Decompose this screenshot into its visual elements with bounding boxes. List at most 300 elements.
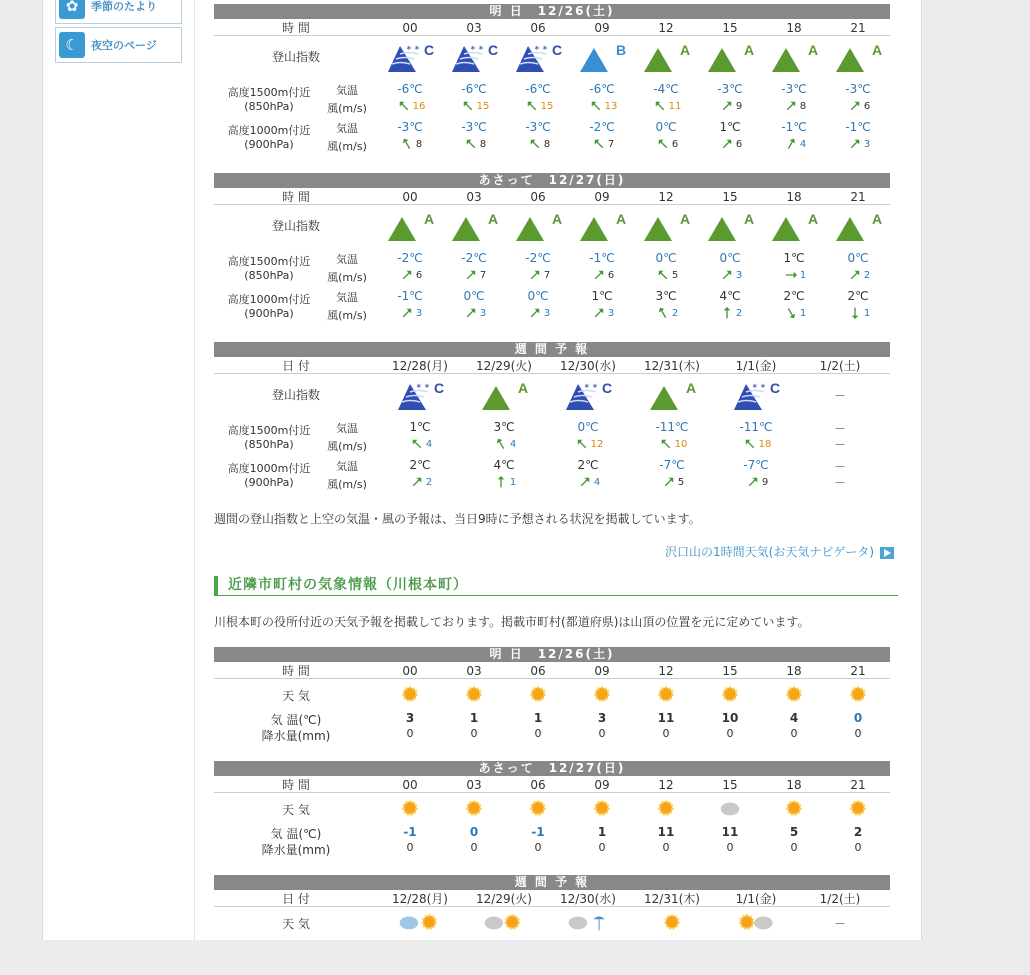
wind-cell — [634, 267, 698, 281]
altitude-label — [214, 255, 324, 283]
column-header: 21 — [850, 778, 866, 792]
weather-cell — [378, 682, 442, 706]
wind-value: 3 — [479, 308, 487, 319]
column-header-label: 日 付 — [282, 892, 310, 906]
sunny-icon — [846, 682, 870, 706]
precip-value: 0 — [662, 727, 670, 740]
mountain-index-cell — [634, 40, 698, 74]
weather-cell — [462, 910, 546, 934]
wind-arrow-icon — [459, 100, 477, 112]
wind-cell — [698, 305, 762, 319]
wind-label: 風(m/s) — [327, 102, 367, 115]
wind-arrow-icon — [408, 438, 426, 450]
temp-label: 気温 — [336, 84, 358, 97]
wind-arrow-icon — [660, 476, 678, 488]
wind-value: 9 — [735, 101, 743, 112]
wind-cell — [798, 474, 882, 491]
cloudy-sunny-icon — [482, 910, 526, 934]
precip-value: 0 — [470, 727, 478, 740]
wind-arrow-icon — [782, 138, 800, 150]
header-row — [214, 20, 890, 36]
mountain-index-cell — [378, 378, 462, 412]
wind-cell — [506, 136, 570, 150]
wind-cell — [378, 305, 442, 319]
weather-cell — [826, 796, 890, 820]
wind-cell — [442, 98, 506, 112]
weather-label: 天 気 — [282, 689, 310, 703]
column-header: 1/1(金) — [735, 359, 777, 373]
wind-value: 8 — [479, 139, 487, 150]
precip-row — [214, 727, 890, 744]
wind-arrow-icon — [654, 307, 672, 319]
wind-arrow-icon — [573, 438, 591, 450]
hourly-weather-link-label: 沢口山の1時間天気(お天気ナビゲータ) — [665, 545, 874, 559]
altitude-name: 高度1000m付近 — [227, 124, 311, 137]
wind-arrow-icon — [408, 476, 426, 488]
column-header: 1/2(土) — [819, 359, 861, 373]
wind-cell — [462, 474, 546, 488]
temp-value: 2℃ — [409, 458, 431, 472]
mountain-index-label: 登山指数 — [271, 219, 320, 233]
temp-value: － — [833, 460, 846, 474]
temp-value: 1 — [597, 825, 607, 839]
wind-arrow-icon — [492, 438, 510, 450]
mountain-index-c-icon — [450, 40, 498, 74]
precip-row — [214, 841, 890, 858]
wind-arrow-icon — [718, 100, 736, 112]
column-header: 00 — [402, 21, 418, 35]
wind-cell — [630, 474, 714, 488]
column-header-label: 時 間 — [282, 778, 310, 792]
pressure-level: (900hPa) — [244, 307, 294, 320]
wind-cell — [442, 136, 506, 150]
wind-cell — [378, 98, 442, 112]
column-header: 03 — [466, 190, 482, 204]
weather-cell — [570, 796, 634, 820]
column-header: 06 — [530, 190, 546, 204]
column-header: 18 — [786, 664, 802, 678]
sidebar-item-label: 季節のたより — [91, 0, 157, 13]
wind-cell — [698, 267, 762, 281]
mountain-day-table — [214, 4, 890, 159]
wind-cell — [378, 436, 462, 450]
wind-value: 7 — [479, 270, 487, 281]
svg-text:A: A — [616, 211, 626, 227]
sunny-icon — [398, 796, 422, 820]
sunny-icon — [660, 910, 684, 934]
town-day-table — [214, 647, 890, 747]
precip-value: 0 — [854, 841, 862, 854]
wind-cell — [826, 305, 890, 319]
pressure-level: (850hPa) — [244, 438, 294, 451]
precip-value: 0 — [534, 841, 542, 854]
left-sidebar — [43, 0, 195, 940]
wind-arrow-icon — [398, 269, 416, 281]
wind-value: 2 — [425, 477, 433, 488]
town-day-table — [214, 761, 890, 861]
wind-value: 6 — [735, 139, 743, 150]
column-header: 12 — [658, 664, 674, 678]
column-header: 03 — [466, 778, 482, 792]
wind-value: 8 — [415, 139, 423, 150]
temp-value: 2 — [853, 825, 863, 839]
sunny-icon — [462, 796, 486, 820]
mountain-index-c-icon — [732, 378, 780, 412]
altitude-group — [214, 82, 890, 118]
wind-value: 4 — [799, 139, 807, 150]
altitude-name: 高度1500m付近 — [227, 255, 311, 268]
wind-arrow-icon — [590, 138, 608, 150]
column-header: 12 — [658, 21, 674, 35]
wind-arrow-icon — [462, 307, 480, 319]
wind-arrow-icon — [576, 476, 594, 488]
precip-label: 降水量(mm) — [261, 843, 331, 857]
temp-value: 0℃ — [719, 251, 741, 265]
weather-cell — [506, 796, 570, 820]
wind-value: 16 — [412, 101, 426, 112]
temp-value: 1 — [533, 711, 543, 725]
column-header: 06 — [530, 21, 546, 35]
wind-cell — [378, 136, 442, 150]
svg-text:C: C — [424, 42, 434, 58]
wind-value: 3 — [735, 270, 743, 281]
table-title-bar: 明 日 12/26(土) — [214, 647, 890, 662]
svg-text:C: C — [488, 42, 498, 58]
table-title-bar: 週 間 予 報 — [214, 875, 890, 890]
wind-cell — [442, 305, 506, 319]
wind-value: 1 — [863, 308, 871, 319]
wind-value: 2 — [735, 308, 743, 319]
column-header: 12 — [658, 778, 674, 792]
temp-value: -2℃ — [461, 251, 487, 265]
svg-text:C: C — [552, 42, 562, 58]
column-header: 15 — [722, 778, 738, 792]
wind-arrow-icon — [846, 307, 864, 319]
wind-cell — [762, 136, 826, 150]
temp-value: 11 — [721, 825, 739, 839]
wind-value: 8 — [799, 101, 807, 112]
mountain-index-cell — [826, 209, 890, 243]
sunny-icon — [398, 682, 422, 706]
temp-label: 気温 — [336, 422, 358, 435]
svg-text:A: A — [808, 211, 818, 227]
wind-value: 3 — [607, 308, 615, 319]
mountain-index-a-icon — [386, 209, 434, 243]
wind-arrow-icon — [782, 269, 800, 281]
wind-arrow-icon — [590, 307, 608, 319]
town-weather-description: 川根本町の役所付近の天気予報を掲載しております。掲載市町村(都道府県)は山頂の位置を元に定めています。 — [214, 615, 810, 629]
sidebar-item-season[interactable] — [55, 0, 182, 24]
weather-cell — [442, 682, 506, 706]
header-row — [214, 891, 890, 907]
wind-cell — [442, 267, 506, 281]
mountain-index-cell — [442, 40, 506, 74]
pressure-level: (900hPa) — [244, 138, 294, 151]
temp-value: 11 — [657, 711, 675, 725]
wind-arrow-icon — [718, 307, 736, 319]
mountain-week-table — [214, 342, 890, 497]
mountain-index-a-icon — [770, 209, 818, 243]
sunny-icon — [590, 682, 614, 706]
wind-arrow-icon — [741, 438, 759, 450]
wind-cell — [762, 305, 826, 319]
svg-text:∗ ∗: ∗ ∗ — [416, 382, 430, 390]
altitude-group — [214, 289, 890, 325]
mountain-index-a-icon — [648, 378, 696, 412]
temp-value: -11℃ — [739, 420, 773, 434]
pressure-level: (850hPa) — [244, 269, 294, 282]
mountain-index-cell — [506, 209, 570, 243]
mountain-index-b-icon — [578, 40, 626, 74]
altitude-group — [214, 251, 890, 287]
weather-cell — [698, 796, 762, 820]
column-header: 12 — [658, 190, 674, 204]
header-row — [214, 358, 890, 374]
mountain-index-cell — [546, 378, 630, 412]
temp-value: -1℃ — [589, 251, 615, 265]
pressure-level: (900hPa) — [244, 476, 294, 489]
mountain-index-a-icon — [514, 209, 562, 243]
wind-value: 6 — [863, 101, 871, 112]
svg-text:A: A — [518, 380, 528, 396]
column-header: 12/28(月) — [392, 359, 448, 373]
wind-value: 13 — [604, 101, 618, 112]
column-header: 1/1(金) — [735, 892, 777, 906]
column-header: 15 — [722, 664, 738, 678]
weather-cell — [698, 682, 762, 706]
mountain-index-c-icon — [396, 378, 444, 412]
sunny-icon — [654, 796, 678, 820]
header-row — [214, 777, 890, 793]
temp-value: -3℃ — [781, 82, 807, 96]
sunny-cloudy-icon — [734, 910, 778, 934]
column-header: 21 — [850, 21, 866, 35]
column-header: 18 — [786, 21, 802, 35]
wind-cell — [570, 98, 634, 112]
wind-arrow-icon — [651, 100, 669, 112]
precip-value: 0 — [406, 727, 414, 740]
mountain-index-cell — [698, 40, 762, 74]
sunny-icon — [526, 682, 550, 706]
svg-text:A: A — [488, 211, 498, 227]
temp-value: 0℃ — [655, 251, 677, 265]
weather-cell — [762, 682, 826, 706]
mountain-index-cell — [826, 40, 890, 74]
temp-value: -1℃ — [397, 289, 423, 303]
weather-cell — [630, 910, 714, 934]
altitude-group — [214, 420, 890, 456]
precip-value: 0 — [726, 841, 734, 854]
weather-row — [214, 681, 890, 707]
precip-value: 0 — [790, 841, 798, 854]
wind-label: 風(m/s) — [327, 271, 367, 284]
mountain-index-cell — [630, 378, 714, 412]
mountain-index-cell — [570, 209, 634, 243]
wind-value: 9 — [761, 477, 769, 488]
sunny-icon — [526, 796, 550, 820]
svg-text:C: C — [770, 380, 780, 396]
svg-text:C: C — [434, 380, 444, 396]
header-row — [214, 189, 890, 205]
temp-value: -3℃ — [845, 82, 871, 96]
wind-label: 風(m/s) — [327, 440, 367, 453]
wind-cell — [630, 436, 714, 450]
mountain-index-cell: － — [833, 389, 846, 403]
weather-label: 天 気 — [282, 803, 310, 817]
altitude-group — [214, 120, 890, 156]
temp-value: -2℃ — [525, 251, 551, 265]
wind-value: 18 — [758, 439, 772, 450]
temp-value: -4℃ — [653, 82, 679, 96]
wind-arrow-icon — [395, 100, 413, 112]
svg-text:A: A — [872, 42, 882, 58]
wind-value: 15 — [540, 101, 554, 112]
wind-value: 5 — [677, 477, 685, 488]
wind-value: 10 — [674, 439, 688, 450]
wind-cell — [546, 474, 630, 488]
temp-label: 気温 — [336, 291, 358, 304]
column-header: 12/28(月) — [392, 892, 448, 906]
svg-text:A: A — [872, 211, 882, 227]
temp-value: 0℃ — [847, 251, 869, 265]
svg-text:A: A — [744, 42, 754, 58]
precip-value: 0 — [854, 727, 862, 740]
temp-value: 1℃ — [591, 289, 613, 303]
svg-text:A: A — [808, 42, 818, 58]
sunny-icon — [462, 682, 486, 706]
svg-text:∗ ∗: ∗ ∗ — [752, 382, 766, 390]
mountain-index-cell — [570, 40, 634, 74]
wind-value: 1 — [799, 270, 807, 281]
wind-arrow-icon — [462, 269, 480, 281]
wind-cell — [546, 436, 630, 450]
temp-value: -1℃ — [781, 120, 807, 134]
column-header-label: 時 間 — [282, 21, 310, 35]
mountain-index-row — [214, 375, 890, 415]
svg-text:∗ ∗: ∗ ∗ — [584, 382, 598, 390]
wind-value: 12 — [590, 439, 604, 450]
temp-value: -7℃ — [659, 458, 685, 472]
wind-cell — [570, 136, 634, 150]
wind-arrow-icon — [526, 307, 544, 319]
wind-cell — [570, 305, 634, 319]
forecast-note: 週間の登山指数と上空の気温・風の予報は、当日9時に予想される状況を掲載しています。 — [214, 512, 701, 526]
weather-cell — [378, 910, 462, 934]
column-header: 12/30(水) — [560, 359, 616, 373]
altitude-name: 高度1000m付近 — [227, 462, 311, 475]
column-header: 12/31(木) — [644, 892, 700, 906]
wind-cell — [378, 474, 462, 488]
precip-value: 0 — [470, 841, 478, 854]
wind-label: 風(m/s) — [327, 140, 367, 153]
mountain-day-table — [214, 173, 890, 328]
weather-row — [214, 909, 890, 935]
wind-arrow-icon — [782, 307, 800, 319]
wind-arrow-icon — [657, 438, 675, 450]
weather-label: 天 気 — [282, 917, 310, 931]
wind-value: 3 — [415, 308, 423, 319]
column-header: 15 — [722, 190, 738, 204]
svg-text:A: A — [744, 211, 754, 227]
wind-cell — [762, 98, 826, 112]
wind-value: － — [833, 438, 846, 452]
wind-cell — [634, 136, 698, 150]
weather-cell — [634, 796, 698, 820]
table-title-bar: 明 日 12/26(土) — [214, 4, 890, 19]
wind-value: 6 — [671, 139, 679, 150]
column-header: 15 — [722, 21, 738, 35]
mountain-index-a-icon — [480, 378, 528, 412]
temp-value: -6℃ — [525, 82, 551, 96]
wind-cell — [714, 474, 798, 488]
temp-value: 1℃ — [783, 251, 805, 265]
wind-cell — [378, 267, 442, 281]
svg-text:∗ ∗: ∗ ∗ — [470, 44, 484, 52]
wind-value: 4 — [509, 439, 517, 450]
temp-value: 2℃ — [783, 289, 805, 303]
column-header: 12/29(火) — [476, 359, 532, 373]
wind-cell — [698, 98, 762, 112]
altitude-name: 高度1500m付近 — [227, 424, 311, 437]
wind-value: 1 — [799, 308, 807, 319]
column-header: 06 — [530, 664, 546, 678]
altitude-label — [214, 424, 324, 452]
wind-cell — [570, 267, 634, 281]
altitude-label — [214, 462, 324, 490]
mountain-index-a-icon — [834, 209, 882, 243]
temp-value: -3℃ — [461, 120, 487, 134]
wind-arrow-icon — [523, 100, 541, 112]
mountain-index-a-icon — [834, 40, 882, 74]
wind-value: 5 — [671, 270, 679, 281]
svg-text:A: A — [680, 42, 690, 58]
precip-value: 0 — [406, 841, 414, 854]
wind-arrow-icon — [398, 138, 416, 150]
altitude-name: 高度1500m付近 — [227, 86, 311, 99]
weather-cell — [378, 796, 442, 820]
hourly-weather-link[interactable] — [665, 543, 894, 560]
altitude-group — [214, 458, 890, 494]
sunny-icon — [590, 796, 614, 820]
mountain-index-a-icon — [706, 40, 754, 74]
column-header: 18 — [786, 190, 802, 204]
altitude-name: 高度1000m付近 — [227, 293, 311, 306]
temp-value: -2℃ — [397, 251, 423, 265]
temp-row — [214, 825, 890, 842]
wind-arrow-icon — [590, 269, 608, 281]
temp-value: 4 — [789, 711, 799, 725]
table-title-bar: あさって 12/27(日) — [214, 173, 890, 188]
wind-value: 11 — [668, 101, 682, 112]
mountain-index-a-icon — [706, 209, 754, 243]
precip-value: 0 — [598, 727, 606, 740]
wind-cell — [634, 98, 698, 112]
wind-cell — [826, 98, 890, 112]
temp-value: -6℃ — [461, 82, 487, 96]
column-header: 12/31(木) — [644, 359, 700, 373]
temp-value: 4℃ — [719, 289, 741, 303]
wind-arrow-icon — [526, 138, 544, 150]
temp-value: － — [833, 422, 846, 436]
temp-value: 1 — [469, 711, 479, 725]
mountain-index-cell — [378, 40, 442, 74]
town-week-table — [214, 875, 890, 975]
sidebar-item-nightsky[interactable] — [55, 27, 182, 63]
pressure-level: (850hPa) — [244, 100, 294, 113]
precip-value: 0 — [726, 727, 734, 740]
sunny-icon — [782, 682, 806, 706]
mountain-index-a-icon — [642, 40, 690, 74]
